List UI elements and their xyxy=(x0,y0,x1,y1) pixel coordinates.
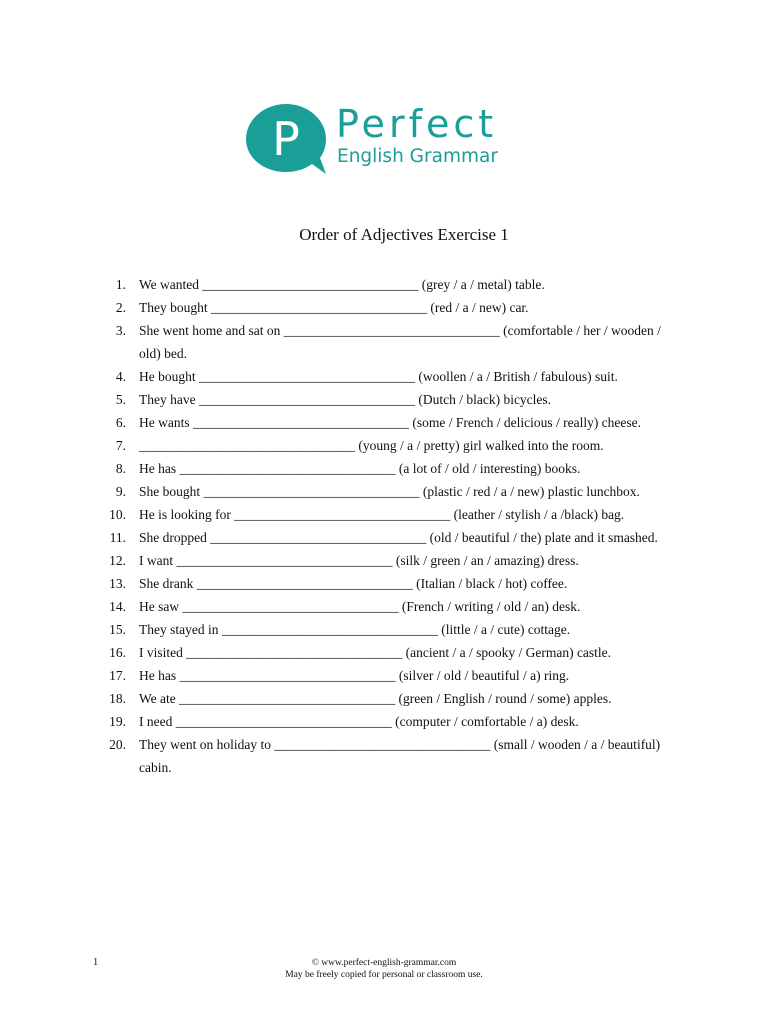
exercise-number: 11. xyxy=(109,530,126,545)
exercise-number: 17. xyxy=(109,668,126,683)
exercise-item xyxy=(0,595,768,618)
exercise-sentence: They have ________________________________ (Dutch / black) bicycles. xyxy=(139,392,552,407)
exercise-item xyxy=(0,641,768,664)
exercise-sentence: He bought ________________________________ (woollen / a / British / fabulous) suit. xyxy=(139,369,618,384)
exercise-sentence: He is looking for ________________________________ (leather / stylish / a /black) bag. xyxy=(139,507,625,522)
exercise-sentence: We wanted ________________________________ (grey / a / metal) table. xyxy=(139,277,545,292)
exercise-sentence: They stayed in ________________________________ (little / a / cute) cottage. xyxy=(139,622,571,637)
exercise-item xyxy=(0,572,768,595)
page-title: Order of Adjectives Exercise 1 xyxy=(299,225,509,244)
exercise-number: 8. xyxy=(115,461,126,476)
exercise-sentence: He saw ________________________________ (French / writing / old / an) desk. xyxy=(139,599,581,614)
exercise-number: 13. xyxy=(109,576,126,591)
exercise-item xyxy=(0,411,768,434)
exercise-sentence: He has ________________________________ (a lot of / old / interesting) books. xyxy=(139,461,581,476)
exercise-item xyxy=(0,388,768,411)
exercise-sentence: I want ________________________________ (silk / green / an / amazing) dress. xyxy=(139,553,579,568)
exercise-sentence: He wants ________________________________ (some / French / delicious / really) cheese. xyxy=(139,415,642,430)
exercise-number: 12. xyxy=(109,553,126,568)
exercise-list xyxy=(0,273,768,779)
exercise-item xyxy=(0,319,768,365)
exercise-number: 2. xyxy=(115,300,126,315)
exercise-sentence: She drank ________________________________ (Italian / black / hot) coffee. xyxy=(139,576,568,591)
exercise-item xyxy=(0,434,768,457)
exercise-number: 10. xyxy=(109,507,126,522)
exercise-sentence: She dropped ________________________________ (old / beautiful / the) plate and it smashed. xyxy=(139,530,658,545)
exercise-number: 1. xyxy=(115,277,126,292)
footer-license: May be freely copied for personal or classroom use. xyxy=(285,970,483,980)
exercise-item xyxy=(0,687,768,710)
exercise-number: 6. xyxy=(115,415,126,430)
exercise-number: 4. xyxy=(115,369,126,384)
exercise-number: 20. xyxy=(109,737,126,752)
exercise-item xyxy=(0,664,768,687)
exercise-item xyxy=(0,273,768,296)
exercise-number: 5. xyxy=(115,392,126,407)
speech-bubble-logo-icon xyxy=(244,102,328,176)
exercise-number: 19. xyxy=(109,714,126,729)
footer-copyright: © www.perfect-english-grammar.com xyxy=(311,958,457,968)
exercise-number: 9. xyxy=(115,484,126,499)
exercise-item xyxy=(0,710,768,733)
exercise-sentence: I need ________________________________ (computer / comfortable / a) desk. xyxy=(139,714,579,729)
exercise-number: 18. xyxy=(109,691,126,706)
exercise-item xyxy=(0,503,768,526)
exercise-item xyxy=(0,549,768,572)
logo-mark-letter: P xyxy=(272,112,300,166)
exercise-item xyxy=(0,480,768,503)
exercise-number: 16. xyxy=(109,645,126,660)
exercise-item xyxy=(0,296,768,319)
exercise-number: 15. xyxy=(109,622,126,637)
exercise-item xyxy=(0,457,768,480)
exercise-sentence: She went home and sat on ________________________________ (comfortable / her / wooden / old) bed. xyxy=(139,323,665,361)
exercise-number: 7. xyxy=(115,438,126,453)
footer xyxy=(0,957,768,981)
exercise-number: 3. xyxy=(115,323,126,338)
exercise-item xyxy=(0,618,768,641)
exercise-sentence: I visited ________________________________ (ancient / a / spooky / German) castle. xyxy=(139,645,612,660)
exercise-sentence: We ate ________________________________ (green / English / round / some) apples. xyxy=(139,691,612,706)
logo-word-english-grammar: English Grammar xyxy=(337,146,498,167)
exercise-sentence: ________________________________ (young / a / pretty) girl walked into the room. xyxy=(139,438,604,453)
exercise-item xyxy=(0,365,768,388)
exercise-sentence: He has ________________________________ (silver / old / beautiful / a) ring. xyxy=(139,668,570,683)
exercise-sentence: They bought ________________________________ (red / a / new) car. xyxy=(139,300,529,315)
exercise-sentence: They went on holiday to ________________________________ (small / wooden / a / beautiful) cabin. xyxy=(139,737,664,775)
exercise-number: 14. xyxy=(109,599,126,614)
exercise-item xyxy=(0,733,768,779)
exercise-item xyxy=(0,526,768,549)
logo xyxy=(244,102,534,176)
exercise-sentence: She bought ________________________________ (plastic / red / a / new) plastic lunchbox. xyxy=(139,484,640,499)
logo-word-perfect: Perfect xyxy=(336,102,498,146)
page-number: 1 xyxy=(93,957,99,968)
